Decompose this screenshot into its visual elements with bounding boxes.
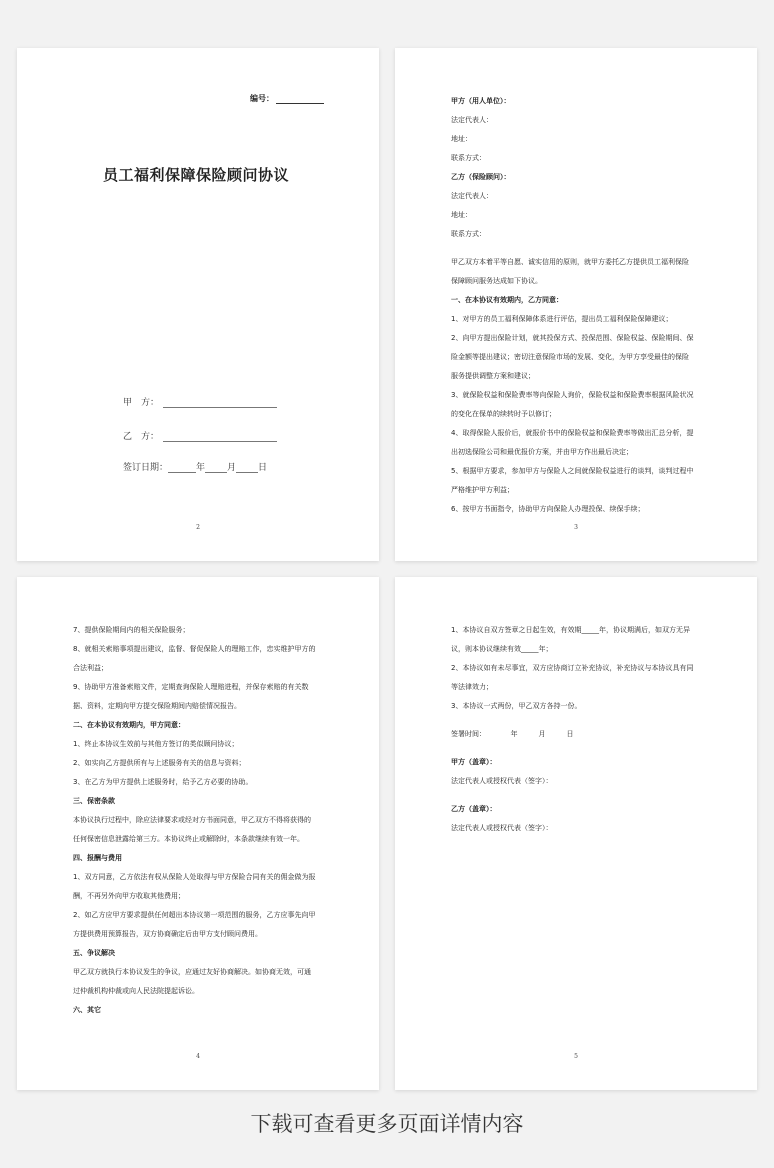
body-line: 5、根据甲方要求，参加甲方与保险人之间就保险权益进行的谈判，谈判过程中 bbox=[451, 467, 694, 475]
section-heading: 一、在本协议有效期内，乙方同意： bbox=[451, 296, 563, 304]
body-line: 联系方式： bbox=[451, 230, 486, 238]
body-line: 议，则本协议继续有效_____年； bbox=[451, 645, 553, 653]
body-line: 地址： bbox=[451, 135, 472, 143]
party-b-representative: 法定代表人或授权代表（签字）： bbox=[451, 824, 553, 832]
page-number: 2 bbox=[196, 524, 200, 531]
page-4-body bbox=[73, 621, 333, 1020]
spacer bbox=[451, 744, 711, 753]
body-line: 出初选保险公司和最优报价方案，并由甲方作出最后决定； bbox=[451, 448, 633, 456]
year-label: 年 bbox=[196, 463, 206, 473]
body-line: 1、对甲方的员工福利保障体系进行评估，提出员工福利保险保障建议； bbox=[451, 315, 673, 323]
body-line: 险金额等提出建议；密切注意保险市场的发展、变化，为甲方享受最佳的保险 bbox=[451, 353, 689, 361]
body-line: 本协议执行过程中，除应法律要求或经对方书面同意，甲乙双方不得将获得的 bbox=[73, 816, 311, 824]
body-line: 7、提供保险期间内的相关保险服务； bbox=[73, 626, 190, 634]
section-heading: 四、报酬与费用 bbox=[73, 854, 122, 862]
body-line: 保障顾问服务达成如下协议。 bbox=[451, 277, 542, 285]
body-line: 8、就相关索赔事项提出建议，监督、督促保险人的理赔工作，忠实维护甲方的 bbox=[73, 645, 316, 653]
page-5-content bbox=[451, 621, 711, 838]
section-heading: 乙方（保险顾问）： bbox=[451, 173, 511, 181]
body-line: 地址： bbox=[451, 211, 472, 219]
page-number: 4 bbox=[196, 1053, 200, 1060]
body-line: 9、协助甲方准备索赔文件，定期查询保险人理赔进程，并保存索赔的有关数 bbox=[73, 683, 309, 691]
day-label: 日 bbox=[258, 463, 268, 473]
page-4 bbox=[17, 577, 379, 1090]
body-line: 服务提供调整方案和建议； bbox=[451, 372, 535, 380]
party-a-seal: 甲方（盖章）： bbox=[451, 758, 497, 766]
body-line: 法定代表人： bbox=[451, 192, 493, 200]
body-line: 1、终止本协议生效前与其他方签订的类似顾问协议； bbox=[73, 740, 239, 748]
party-a-signature bbox=[123, 395, 277, 408]
section-heading: 甲方（用人单位）： bbox=[451, 97, 511, 105]
body-line: 2、向甲方提出保险计划，就其投保方式、投保范围、保险权益、保险期间、保 bbox=[451, 334, 694, 342]
page-number: 5 bbox=[574, 1053, 578, 1060]
body-line: 的变化在保单的续转时予以修订； bbox=[451, 410, 556, 418]
page-3 bbox=[395, 48, 757, 561]
page-3-content bbox=[451, 92, 711, 519]
body-line: 方提供费用预算报告，双方协商确定后由甲方支付顾问费用。 bbox=[73, 930, 262, 938]
serial-underline bbox=[276, 95, 324, 104]
spacer bbox=[451, 791, 711, 800]
body-line: 1、双方同意，乙方依法有权从保险人处取得与甲方保险合同有关的佣金做为报 bbox=[73, 873, 316, 881]
body-line: 合法利益； bbox=[73, 664, 108, 672]
sign-date bbox=[123, 460, 267, 473]
party-a-representative: 法定代表人或授权代表（签字）： bbox=[451, 777, 553, 785]
month-label: 月 bbox=[227, 463, 237, 473]
party-b-underline bbox=[163, 432, 277, 442]
body-line: 4、取得保险人报价后，就报价书中的保险权益和保险费率等做出汇总分析，提 bbox=[451, 429, 694, 437]
serial-number-field bbox=[250, 93, 324, 104]
section-heading: 二、在本协议有效期内，甲方同意： bbox=[73, 721, 185, 729]
day-blank bbox=[236, 463, 258, 473]
body-line: 甲乙双方本着平等自愿、诚实信用的原则，就甲方委托乙方提供员工福利保险 bbox=[451, 258, 689, 266]
section-heading: 六、其它 bbox=[73, 1006, 101, 1014]
document-title: 员工福利保障保险顾问协议 bbox=[103, 166, 290, 184]
body-line: 2、如乙方应甲方要求提供任何超出本协议第一项范围的服务，乙方应事先向甲 bbox=[73, 911, 316, 919]
body-line: 2、本协议如有未尽事宜，双方应协商订立补充协议，补充协议与本协议具有同 bbox=[451, 664, 694, 672]
page-2 bbox=[17, 48, 379, 561]
section-heading: 三、保密条款 bbox=[73, 797, 115, 805]
body-line: 3、在乙方为甲方提供上述服务时，给予乙方必要的协助。 bbox=[73, 778, 253, 786]
page-number: 3 bbox=[574, 524, 578, 531]
party-a-label: 甲 方： bbox=[123, 398, 160, 408]
section-heading: 五、争议解决 bbox=[73, 949, 115, 957]
body-line: 酬，不再另外向甲方收取其他费用； bbox=[73, 892, 185, 900]
party-a-underline bbox=[163, 398, 277, 408]
body-line: 任何保密信息泄露给第三方。本协议终止或解除时，本条款继续有效一年。 bbox=[73, 835, 304, 843]
page-4-content bbox=[73, 621, 333, 1020]
body-line: 严格维护甲方利益； bbox=[451, 486, 514, 494]
body-line: 等法律效力； bbox=[451, 683, 493, 691]
spacer bbox=[451, 716, 711, 725]
page-5-body bbox=[451, 621, 711, 716]
body-line: 甲乙双方就执行本协议发生的争议，应通过友好协商解决。如协商无效，可通 bbox=[73, 968, 311, 976]
party-b-seal: 乙方（盖章）： bbox=[451, 805, 497, 813]
download-more-caption: 下载可查看更多页面详情内容 bbox=[250, 1112, 524, 1136]
party-b-label: 乙 方： bbox=[123, 432, 160, 442]
year-blank bbox=[168, 463, 196, 473]
date-label: 签订日期： bbox=[123, 463, 169, 473]
body-line: 据、资料，定期向甲方提交保险期间内赔偿情况报告。 bbox=[73, 702, 241, 710]
sign-time: 签署时间： 年 月 日 bbox=[451, 730, 574, 738]
body-line: 3、本协议一式两份，甲乙双方各持一份。 bbox=[451, 702, 582, 710]
page-3-body bbox=[451, 253, 711, 519]
body-line: 联系方式： bbox=[451, 154, 486, 162]
page-5 bbox=[395, 577, 757, 1090]
serial-label: 编号： bbox=[250, 94, 274, 103]
party-info bbox=[451, 92, 711, 244]
body-line: 法定代表人： bbox=[451, 116, 493, 124]
body-line: 3、就保险权益和保险费率等向保险人询价，保险权益和保险费率根据风险状况 bbox=[451, 391, 694, 399]
body-line: 过仲裁机构仲裁或向人民法院提起诉讼。 bbox=[73, 987, 199, 995]
party-b-signature bbox=[123, 429, 277, 442]
body-line: 6、按甲方书面指令，协助甲方向保险人办理投保、续保手续； bbox=[451, 505, 645, 513]
spacer bbox=[451, 244, 711, 253]
body-line: 1、本协议自双方签章之日起生效，有效期_____年，协议期满后，如双方无异 bbox=[451, 626, 690, 634]
body-line: 2、如实向乙方提供所有与上述服务有关的信息与资料； bbox=[73, 759, 246, 767]
month-blank bbox=[205, 463, 227, 473]
